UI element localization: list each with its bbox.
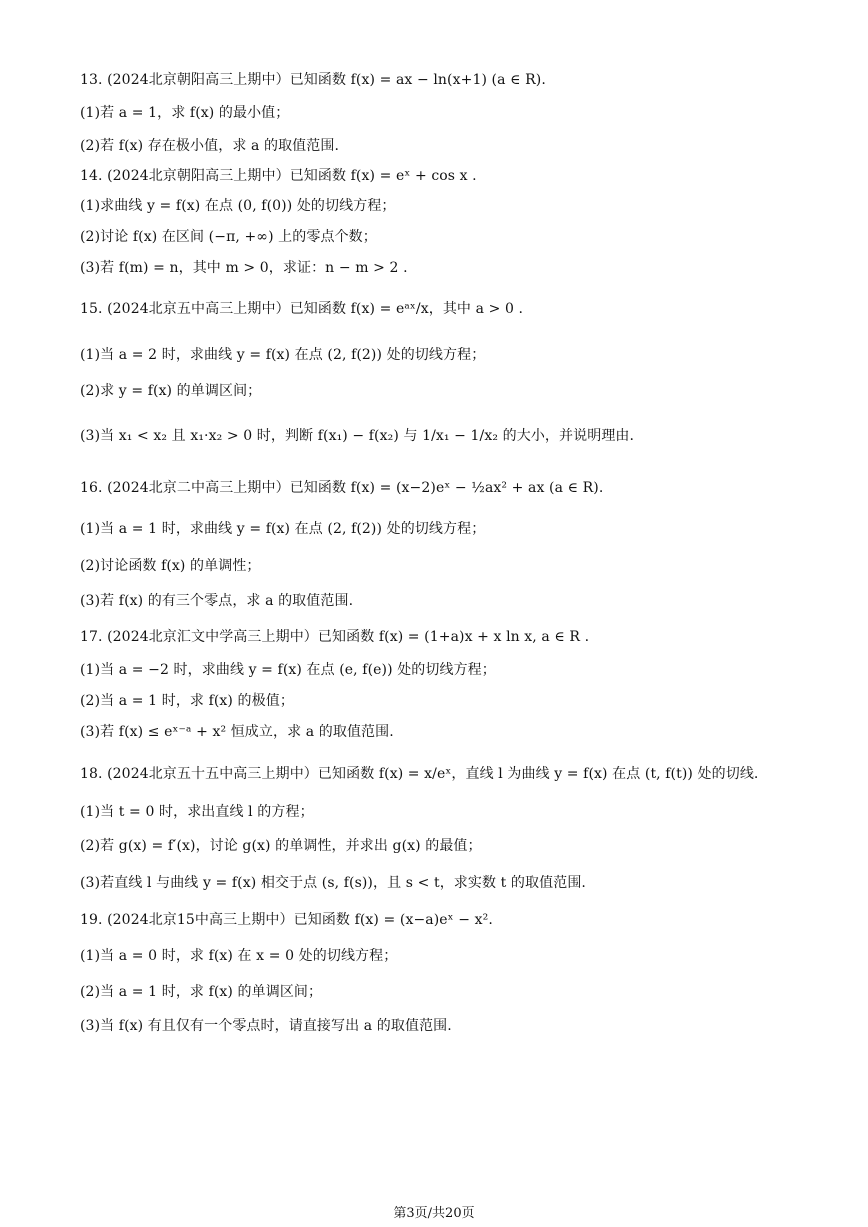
- problem-14-part-1: (1)求曲线 y = f(x) 在点 (0, f(0)) 处的切线方程；: [80, 198, 396, 214]
- problem-13-part-1: (1)若 a = 1，求 f(x) 的最小值；: [80, 105, 290, 121]
- problem-19-part-3: (3)当 f(x) 有且仅有一个零点时，请直接写出 a 的取值范围.: [80, 1018, 452, 1034]
- problem-18-stem: 18. (2024北京五十五中高三上期中）已知函数 f(x) = x/eˣ，直线 l 为曲线 y = f(x) 在点 (t, f(t)) 处的切线.: [80, 766, 759, 782]
- problem-16-stem: 16. (2024北京二中高三上期中）已知函数 f(x) = (x−2)eˣ − ½ax² + ax (a ∈ R).: [80, 480, 604, 496]
- problem-13-part-2: (2)若 f(x) 存在极小值，求 a 的取值范围.: [80, 138, 340, 154]
- problem-16-part-3: (3)若 f(x) 的有三个零点，求 a 的取值范围.: [80, 593, 354, 609]
- problem-18-part-1: (1)当 t = 0 时，求出直线 l 的方程；: [80, 804, 314, 820]
- problem-17-part-2: (2)当 a = 1 时，求 f(x) 的极值；: [80, 693, 294, 709]
- problem-17-part-1: (1)当 a = −2 时，求曲线 y = f(x) 在点 (e, f(e)) 处的切线方程；: [80, 662, 496, 678]
- problem-19-part-1: (1)当 a = 0 时，求 f(x) 在 x = 0 处的切线方程；: [80, 948, 398, 964]
- problem-15-stem: 15. (2024北京五中高三上期中）已知函数 f(x) = eᵃˣ/x，其中 a > 0 .: [80, 301, 524, 317]
- problem-18-part-3: (3)若直线 l 与曲线 y = f(x) 相交于点 (s, f(s))，且 s < t，求实数 t 的取值范围.: [80, 875, 586, 891]
- problem-19-stem: 19. (2024北京15中高三上期中）已知函数 f(x) = (x−a)eˣ − x².: [80, 912, 493, 928]
- problem-17-stem: 17. (2024北京汇文中学高三上期中）已知函数 f(x) = (1+a)x + x ln x, a ∈ R .: [80, 629, 590, 645]
- problem-15-part-1: (1)当 a = 2 时，求曲线 y = f(x) 在点 (2, f(2)) 处的切线方程；: [80, 347, 486, 363]
- problem-13-stem: 13. (2024北京朝阳高三上期中）已知函数 f(x) = ax − ln(x+1) (a ∈ R).: [80, 72, 546, 88]
- problem-14-part-2: (2)讨论 f(x) 在区间 (−π, +∞) 上的零点个数；: [80, 229, 377, 245]
- problem-14-part-3: (3)若 f(m) = n，其中 m > 0，求证：n − m > 2 .: [80, 260, 408, 276]
- problem-16-part-1: (1)当 a = 1 时，求曲线 y = f(x) 在点 (2, f(2)) 处的切线方程；: [80, 521, 486, 537]
- problem-15-part-2: (2)求 y = f(x) 的单调区间；: [80, 383, 262, 399]
- problem-19-part-2: (2)当 a = 1 时，求 f(x) 的单调区间；: [80, 984, 323, 1000]
- problem-14-stem: 14. (2024北京朝阳高三上期中）已知函数 f(x) = eˣ + cos x .: [80, 168, 477, 184]
- problem-18-part-2: (2)若 g(x) = f′(x)，讨论 g(x) 的单调性，并求出 g(x) 的最值；: [80, 838, 482, 854]
- page-number: 第3页/共20页: [393, 1206, 475, 1221]
- problem-16-part-2: (2)讨论函数 f(x) 的单调性；: [80, 558, 261, 574]
- problem-17-part-3: (3)若 f(x) ≤ eˣ⁻ᵃ + x² 恒成立，求 a 的取值范围.: [80, 724, 394, 740]
- problem-15-part-3: (3)当 x₁ < x₂ 且 x₁·x₂ > 0 时，判断 f(x₁) − f(x₂) 与 1/x₁ − 1/x₂ 的大小，并说明理由.: [80, 428, 635, 444]
